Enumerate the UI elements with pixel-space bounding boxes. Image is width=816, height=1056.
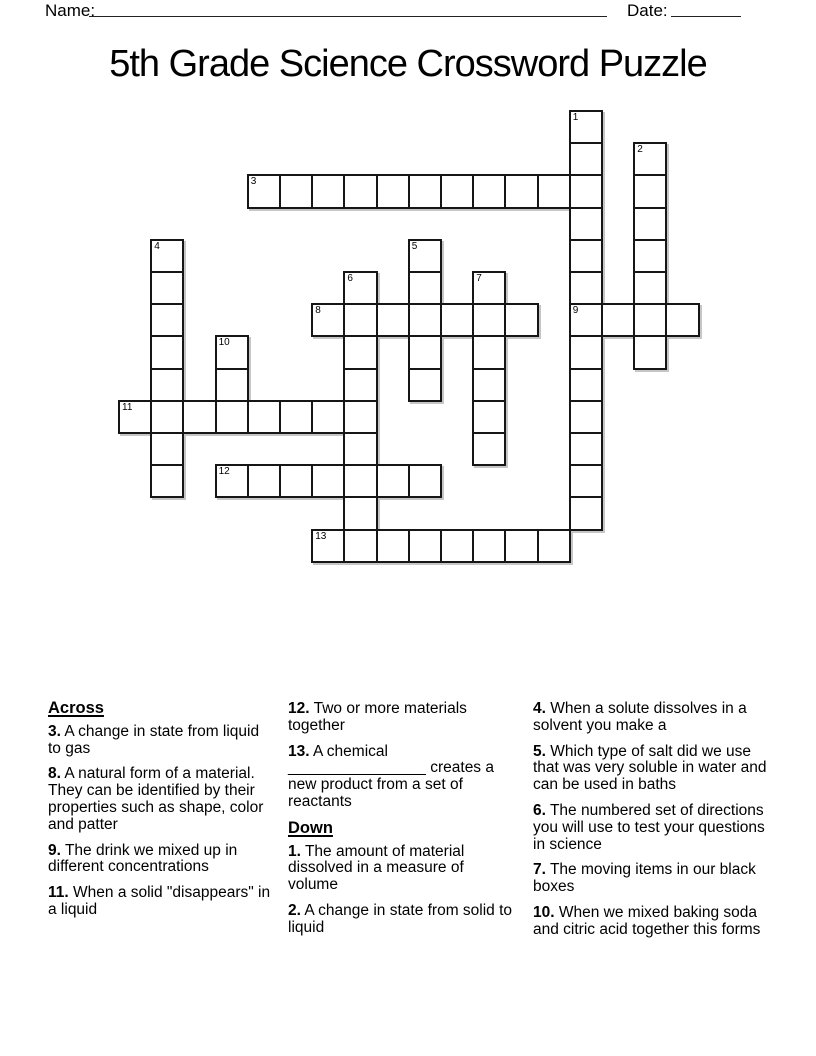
grid-cell[interactable] — [279, 174, 313, 208]
grid-cell[interactable] — [408, 529, 442, 563]
clue-down-5 — [533, 744, 779, 794]
cell-number: 11 — [122, 401, 133, 413]
clue-down-6 — [533, 803, 779, 853]
clue-down-4 — [533, 701, 779, 735]
grid-cell[interactable] — [633, 142, 667, 176]
clue-text: Which type of salt did we use that was very soluble in water and can be used in baths — [533, 742, 767, 794]
clue-text: A natural form of a material. They can be identified by their properties such as shape, color and patter — [48, 765, 264, 833]
grid-cell[interactable] — [408, 464, 442, 498]
grid-cell[interactable] — [150, 432, 184, 466]
grid-cell[interactable] — [569, 368, 603, 402]
grid-cell[interactable] — [182, 400, 216, 434]
grid-cell[interactable] — [150, 335, 184, 369]
clue-number: 1. — [288, 842, 301, 860]
grid-cell[interactable] — [343, 496, 377, 530]
grid-cell[interactable] — [569, 239, 603, 273]
grid-cell[interactable] — [215, 335, 249, 369]
grid-cell[interactable] — [472, 529, 506, 563]
grid-cell[interactable] — [440, 529, 474, 563]
grid-cell[interactable] — [408, 239, 442, 273]
grid-cell[interactable] — [311, 529, 345, 563]
grid-cell[interactable] — [569, 207, 603, 241]
cell-number: 7 — [476, 273, 482, 284]
clues-column-1 — [48, 700, 274, 928]
grid-cell[interactable] — [376, 529, 410, 563]
across-heading: Across — [48, 699, 104, 717]
grid-cell[interactable] — [504, 174, 538, 208]
grid-cell[interactable] — [343, 400, 377, 434]
clue-down-7 — [533, 862, 779, 896]
clue-number: 7. — [533, 861, 546, 879]
grid-cell[interactable] — [569, 432, 603, 466]
grid-cell[interactable] — [569, 400, 603, 434]
cell-number: 6 — [347, 273, 353, 284]
grid-cell[interactable] — [311, 400, 345, 434]
grid-cell[interactable] — [569, 496, 603, 530]
grid-cell[interactable] — [247, 464, 281, 498]
grid-cell[interactable] — [150, 271, 184, 305]
grid-cell[interactable] — [569, 142, 603, 176]
clue-down-2 — [288, 903, 516, 937]
grid-cell[interactable] — [537, 174, 571, 208]
grid-cell[interactable] — [408, 303, 442, 337]
clue-number: 13. — [288, 742, 310, 760]
grid-cell[interactable] — [633, 303, 667, 337]
grid-cell[interactable] — [633, 271, 667, 305]
grid-cell[interactable] — [408, 271, 442, 305]
grid-cell[interactable] — [440, 174, 474, 208]
grid-cell[interactable] — [150, 239, 184, 273]
clue-text: The moving items in our black boxes — [533, 861, 756, 896]
clue-text: When a solute dissolves in a solvent you make a — [533, 700, 747, 734]
grid-cell[interactable] — [150, 464, 184, 498]
clue-text: The amount of material dissolved in a measure of volume — [288, 842, 465, 894]
grid-cell[interactable] — [472, 303, 506, 337]
grid-cell[interactable] — [633, 207, 667, 241]
grid-cell[interactable] — [472, 271, 506, 305]
clue-number: 2. — [288, 901, 301, 919]
grid-cell[interactable] — [247, 174, 281, 208]
grid-cell[interactable] — [343, 529, 377, 563]
grid-cell[interactable] — [633, 239, 667, 273]
clue-text: When a solid "disappears" in a liquid — [48, 884, 271, 918]
cell-number: 8 — [315, 305, 321, 317]
grid-cell[interactable] — [343, 303, 377, 337]
grid-cell[interactable] — [343, 271, 377, 305]
grid-cell[interactable] — [569, 335, 603, 369]
clue-across-8 — [48, 766, 274, 833]
grid-cell[interactable] — [633, 335, 667, 369]
grid-cell[interactable] — [215, 368, 249, 402]
grid-cell[interactable] — [569, 110, 603, 144]
grid-cell[interactable] — [343, 432, 377, 466]
clue-across-13 — [288, 744, 516, 811]
clue-number: 6. — [533, 801, 546, 819]
clue-number: 9. — [48, 841, 61, 859]
grid-cell[interactable] — [633, 174, 667, 208]
clue-across-3 — [48, 724, 274, 758]
grid-cell[interactable] — [665, 303, 699, 337]
name-label: Name: — [45, 1, 96, 20]
grid-cell[interactable] — [472, 400, 506, 434]
grid-cell[interactable] — [472, 432, 506, 466]
clue-text: When we mixed baking soda and citric acid together this forms — [533, 903, 761, 938]
cell-number: 4 — [154, 240, 160, 252]
grid-cell[interactable] — [601, 303, 635, 337]
clues-column-2 — [288, 701, 516, 946]
clue-number: 11. — [48, 884, 69, 902]
grid-cell[interactable] — [215, 400, 249, 434]
clue-text: The drink we mixed up in different concentrations — [48, 841, 238, 876]
cell-number: 3 — [250, 176, 257, 188]
clue-down-1 — [288, 844, 516, 894]
grid-cell[interactable] — [537, 529, 571, 563]
cell-number: 13 — [315, 530, 327, 542]
clue-number: 12. — [288, 700, 310, 717]
clue-number: 3. — [48, 722, 61, 740]
grid-cell[interactable] — [247, 400, 281, 434]
grid-cell[interactable] — [118, 400, 152, 434]
grid-cell[interactable] — [343, 335, 377, 369]
clue-text: Two or more materials together — [288, 700, 467, 734]
grid-cell[interactable] — [279, 464, 313, 498]
clue-down-10 — [533, 905, 779, 939]
cell-number: 1 — [572, 112, 579, 123]
grid-cell[interactable] — [150, 303, 184, 337]
clue-across-11 — [48, 885, 274, 919]
grid-cell[interactable] — [472, 368, 506, 402]
grid-cell[interactable] — [569, 464, 603, 498]
clue-text: A change in state from solid to liquid — [288, 901, 513, 936]
grid-cell[interactable] — [569, 271, 603, 305]
clue-number: 4. — [533, 700, 546, 717]
grid-cell[interactable] — [440, 303, 474, 337]
grid-cell[interactable] — [376, 464, 410, 498]
page-title: 5th Grade Science Crossword Puzzle — [109, 43, 707, 85]
grid-cell[interactable] — [408, 368, 442, 402]
grid-cell[interactable] — [150, 400, 184, 434]
grid-cell[interactable] — [472, 335, 506, 369]
grid-cell[interactable] — [569, 303, 603, 337]
clue-number: 10. — [533, 903, 555, 921]
clue-across-12 — [288, 701, 516, 735]
grid-cell[interactable] — [343, 464, 377, 498]
down-heading: Down — [288, 818, 333, 837]
grid-cell[interactable] — [311, 303, 345, 337]
clue-text: A change in state from liquid to gas — [48, 722, 260, 757]
grid-cell[interactable] — [376, 303, 410, 337]
grid-cell[interactable] — [504, 303, 538, 337]
clues-column-3 — [533, 701, 779, 948]
grid-cell[interactable] — [343, 174, 377, 208]
grid-cell[interactable] — [343, 368, 377, 402]
grid-cell[interactable] — [215, 464, 249, 498]
grid-cell[interactable] — [472, 174, 506, 208]
cell-number: 9 — [572, 305, 579, 317]
cell-number: 10 — [218, 337, 230, 349]
grid-cell[interactable] — [279, 400, 313, 434]
cell-number: 12 — [218, 466, 230, 478]
grid-cell[interactable] — [504, 529, 538, 563]
clue-text: The numbered set of directions you will use to test your questions in science — [533, 801, 765, 853]
grid-cell[interactable] — [150, 368, 184, 402]
grid-cell[interactable] — [408, 174, 442, 208]
cell-number: 5 — [411, 240, 418, 252]
cell-number: 2 — [637, 144, 643, 156]
grid-cell[interactable] — [311, 174, 345, 208]
grid-cell[interactable] — [408, 335, 442, 369]
clue-text: A chemical ________________ creates a new product from a set of reactants — [288, 742, 494, 810]
grid-cell[interactable] — [376, 174, 410, 208]
clue-across-9 — [48, 843, 274, 877]
grid-cell[interactable] — [569, 174, 603, 208]
clue-number: 5. — [533, 742, 546, 760]
clue-number: 8. — [48, 765, 61, 783]
date-label: Date: — [627, 1, 668, 20]
grid-cell[interactable] — [311, 464, 345, 498]
